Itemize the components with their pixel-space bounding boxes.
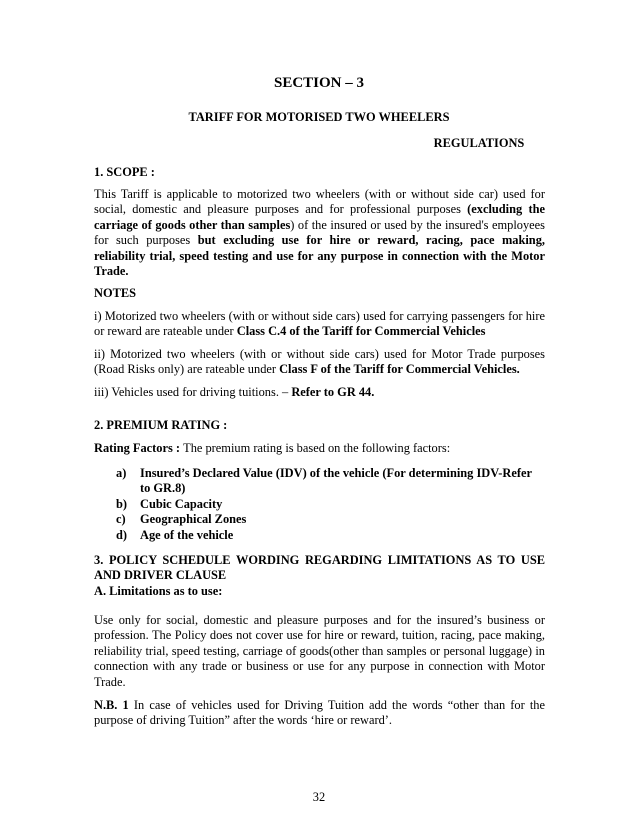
rating-factors-list [116, 466, 545, 543]
policy-heading: 3. POLICY SCHEDULE WORDING REGARDING LIMITATIONS AS TO USE AND DRIVER CLAUSE [94, 553, 545, 583]
list-item-label: d) [116, 527, 128, 542]
list-item-text: Age of the vehicle [140, 527, 234, 542]
list-item-text: Insured’s Declared Value (IDV) of the vehicle (For determining IDV-Refer to GR.8) [140, 466, 532, 496]
page-number: 32 [312, 790, 326, 804]
note-3 [94, 385, 545, 400]
list-item-label: c) [116, 512, 126, 527]
scope-paragraph [94, 187, 545, 279]
list-item [116, 512, 545, 527]
scope-bold-2: but excluding use for hire or reward, racing, pace making, reliability trial, speed testing and use for any purpose in connection with the Motor Trade. [94, 233, 545, 279]
policy-paragraph: Use only for social, domestic and pleasure purposes and for the insured’s business or profession. The Policy does not cover use for hire or reward, tuition, racing, pace making, reliability trial, speed testing, carriage of goods(other than samples or personal luggage) in connection with any trade or business or use for any purpose in connection with Motor Trade. [94, 613, 545, 689]
notes-heading: NOTES [94, 286, 137, 300]
rating-factors-text: The premium rating is based on the following factors: [183, 441, 451, 455]
list-item-text: Cubic Capacity [140, 496, 223, 511]
note-2 [94, 347, 545, 378]
nb-paragraph [94, 698, 545, 729]
note-2-text: ii) Motorized two wheelers (with or without side cars) used for Motor Trade purposes (Road Risks only) are rateable under [94, 347, 545, 377]
rating-factors-line [94, 441, 545, 456]
scope-text-1: This Tariff is applicable to motorized two wheelers (with or without side car) used for social, domestic and pleasure purposes and for professional purposes [94, 187, 545, 217]
note-3-text: iii) Vehicles used for driving tuitions. – [94, 385, 292, 399]
policy-subheading: A. Limitations as to use: [94, 584, 223, 598]
list-item-label: b) [116, 496, 128, 511]
rating-factors-label: Rating Factors : [94, 441, 184, 455]
tariff-title: TARIFF FOR MOTORISED TWO WHEELERS [188, 110, 450, 124]
section-title: SECTION – 3 [273, 75, 365, 91]
list-item [116, 528, 545, 543]
scope-text-2: ) of the insured or used by the insured's employees for such purposes [94, 217, 545, 248]
list-item [116, 497, 545, 512]
nb-label: N.B. 1 [94, 698, 129, 712]
note-1-text: i) Motorized two wheelers (with or without side cars) used for carrying passengers for hire or reward are rateable under [94, 309, 545, 339]
regulations-title: REGULATIONS [433, 136, 525, 150]
note-1-bold: Class C.4 of the Tariff for Commercial Vehicles [236, 324, 486, 339]
premium-heading: 2. PREMIUM RATING : [94, 418, 228, 432]
scope-bold-1: (excluding the carriage of goods other than samples [94, 202, 545, 232]
list-item-text: Geographical Zones [140, 512, 247, 527]
note-3-bold: Refer to GR 44. [291, 385, 375, 399]
list-item-label: a) [116, 466, 127, 480]
note-1 [94, 309, 545, 340]
scope-heading: 1. SCOPE : [94, 165, 155, 179]
note-2-bold: Class F of the Tariff for Commercial Vehicles. [279, 362, 520, 377]
nb-text: In case of vehicles used for Driving Tuition add the words “other than for the purpose of driving Tuition” after the words ‘hire or reward’. [94, 698, 546, 728]
list-item [116, 466, 545, 497]
